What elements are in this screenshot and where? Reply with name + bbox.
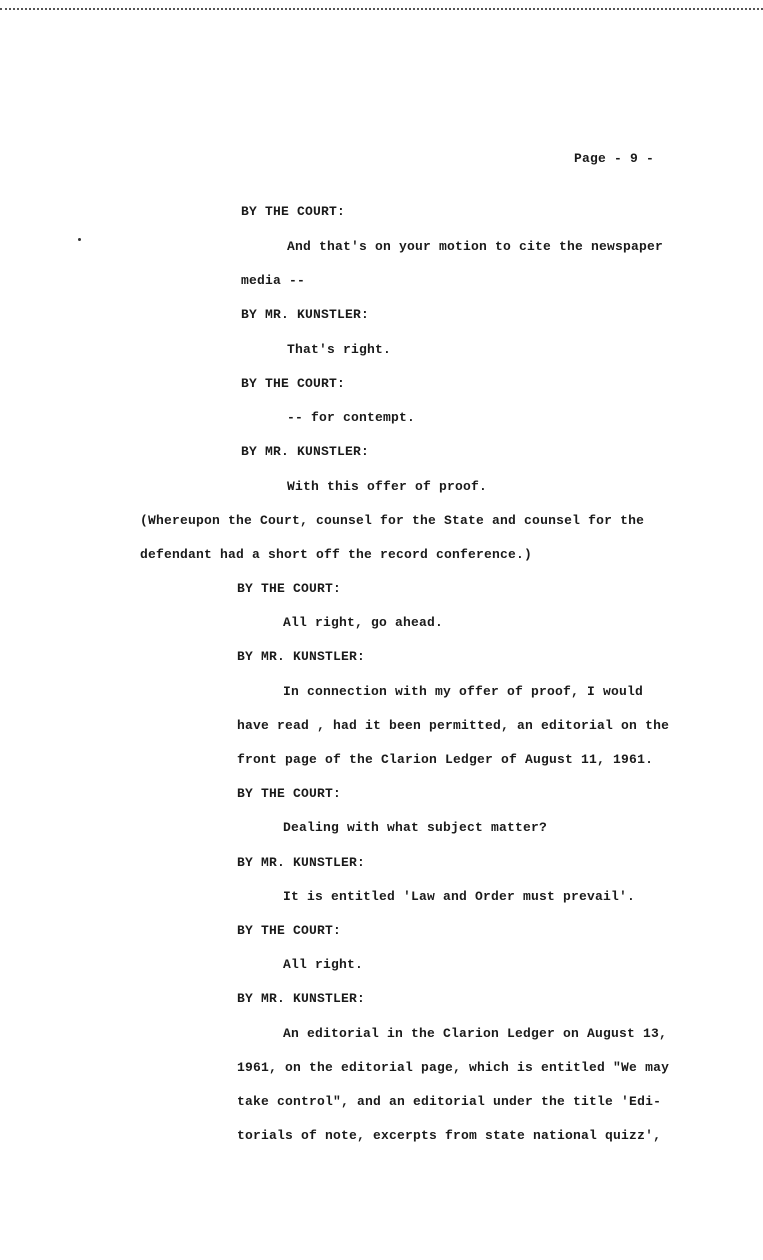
transcript-line: And that's on your motion to cite the newspaper (287, 239, 664, 254)
page-number: Page - 9 - (574, 151, 655, 166)
transcript-line: It is entitled 'Law and Order must prevail'. (283, 889, 636, 904)
transcript-line: That's right. (287, 342, 392, 357)
transcript-line: (Whereupon the Court, counsel for the State and counsel for the (140, 513, 645, 528)
transcript-line: take control", and an editorial under the title 'Edi- (237, 1094, 662, 1109)
speaker-label-court: BY THE COURT: (237, 786, 342, 801)
speaker-label-kunstler: BY MR. KUNSTLER: (237, 649, 366, 664)
transcript-line: have read , had it been permitted, an editorial on the (237, 718, 670, 733)
transcript-line: -- for contempt. (287, 410, 416, 425)
speaker-label-court: BY THE COURT: (237, 923, 342, 938)
transcript-line: Dealing with what subject matter? (283, 820, 548, 835)
speaker-label-kunstler: BY MR. KUNSTLER: (237, 991, 366, 1006)
speaker-label-court: BY THE COURT: (237, 581, 342, 596)
page-top-edge (0, 0, 763, 10)
transcript-line: All right. (283, 957, 364, 972)
transcript-line: torials of note, excerpts from state national quizz', (237, 1128, 662, 1143)
transcript-line: In connection with my offer of proof, I would (283, 684, 644, 699)
stray-mark (78, 238, 81, 241)
speaker-label-court: BY THE COURT: (241, 376, 346, 391)
speaker-label-kunstler: BY MR. KUNSTLER: (241, 307, 370, 322)
speaker-label-kunstler: BY MR. KUNSTLER: (237, 855, 366, 870)
transcript-line: An editorial in the Clarion Ledger on August 13, (283, 1026, 668, 1041)
transcript-line: media -- (241, 273, 306, 288)
transcript-line: All right, go ahead. (283, 615, 444, 630)
transcript-line: 1961, on the editorial page, which is entitled "We may (237, 1060, 670, 1075)
transcript-line: defendant had a short off the record conference.) (140, 547, 533, 562)
speaker-label-court: BY THE COURT: (241, 204, 346, 219)
speaker-label-kunstler: BY MR. KUNSTLER: (241, 444, 370, 459)
transcript-line: front page of the Clarion Ledger of August 11, 1961. (237, 752, 654, 767)
transcript-line: With this offer of proof. (287, 479, 488, 494)
